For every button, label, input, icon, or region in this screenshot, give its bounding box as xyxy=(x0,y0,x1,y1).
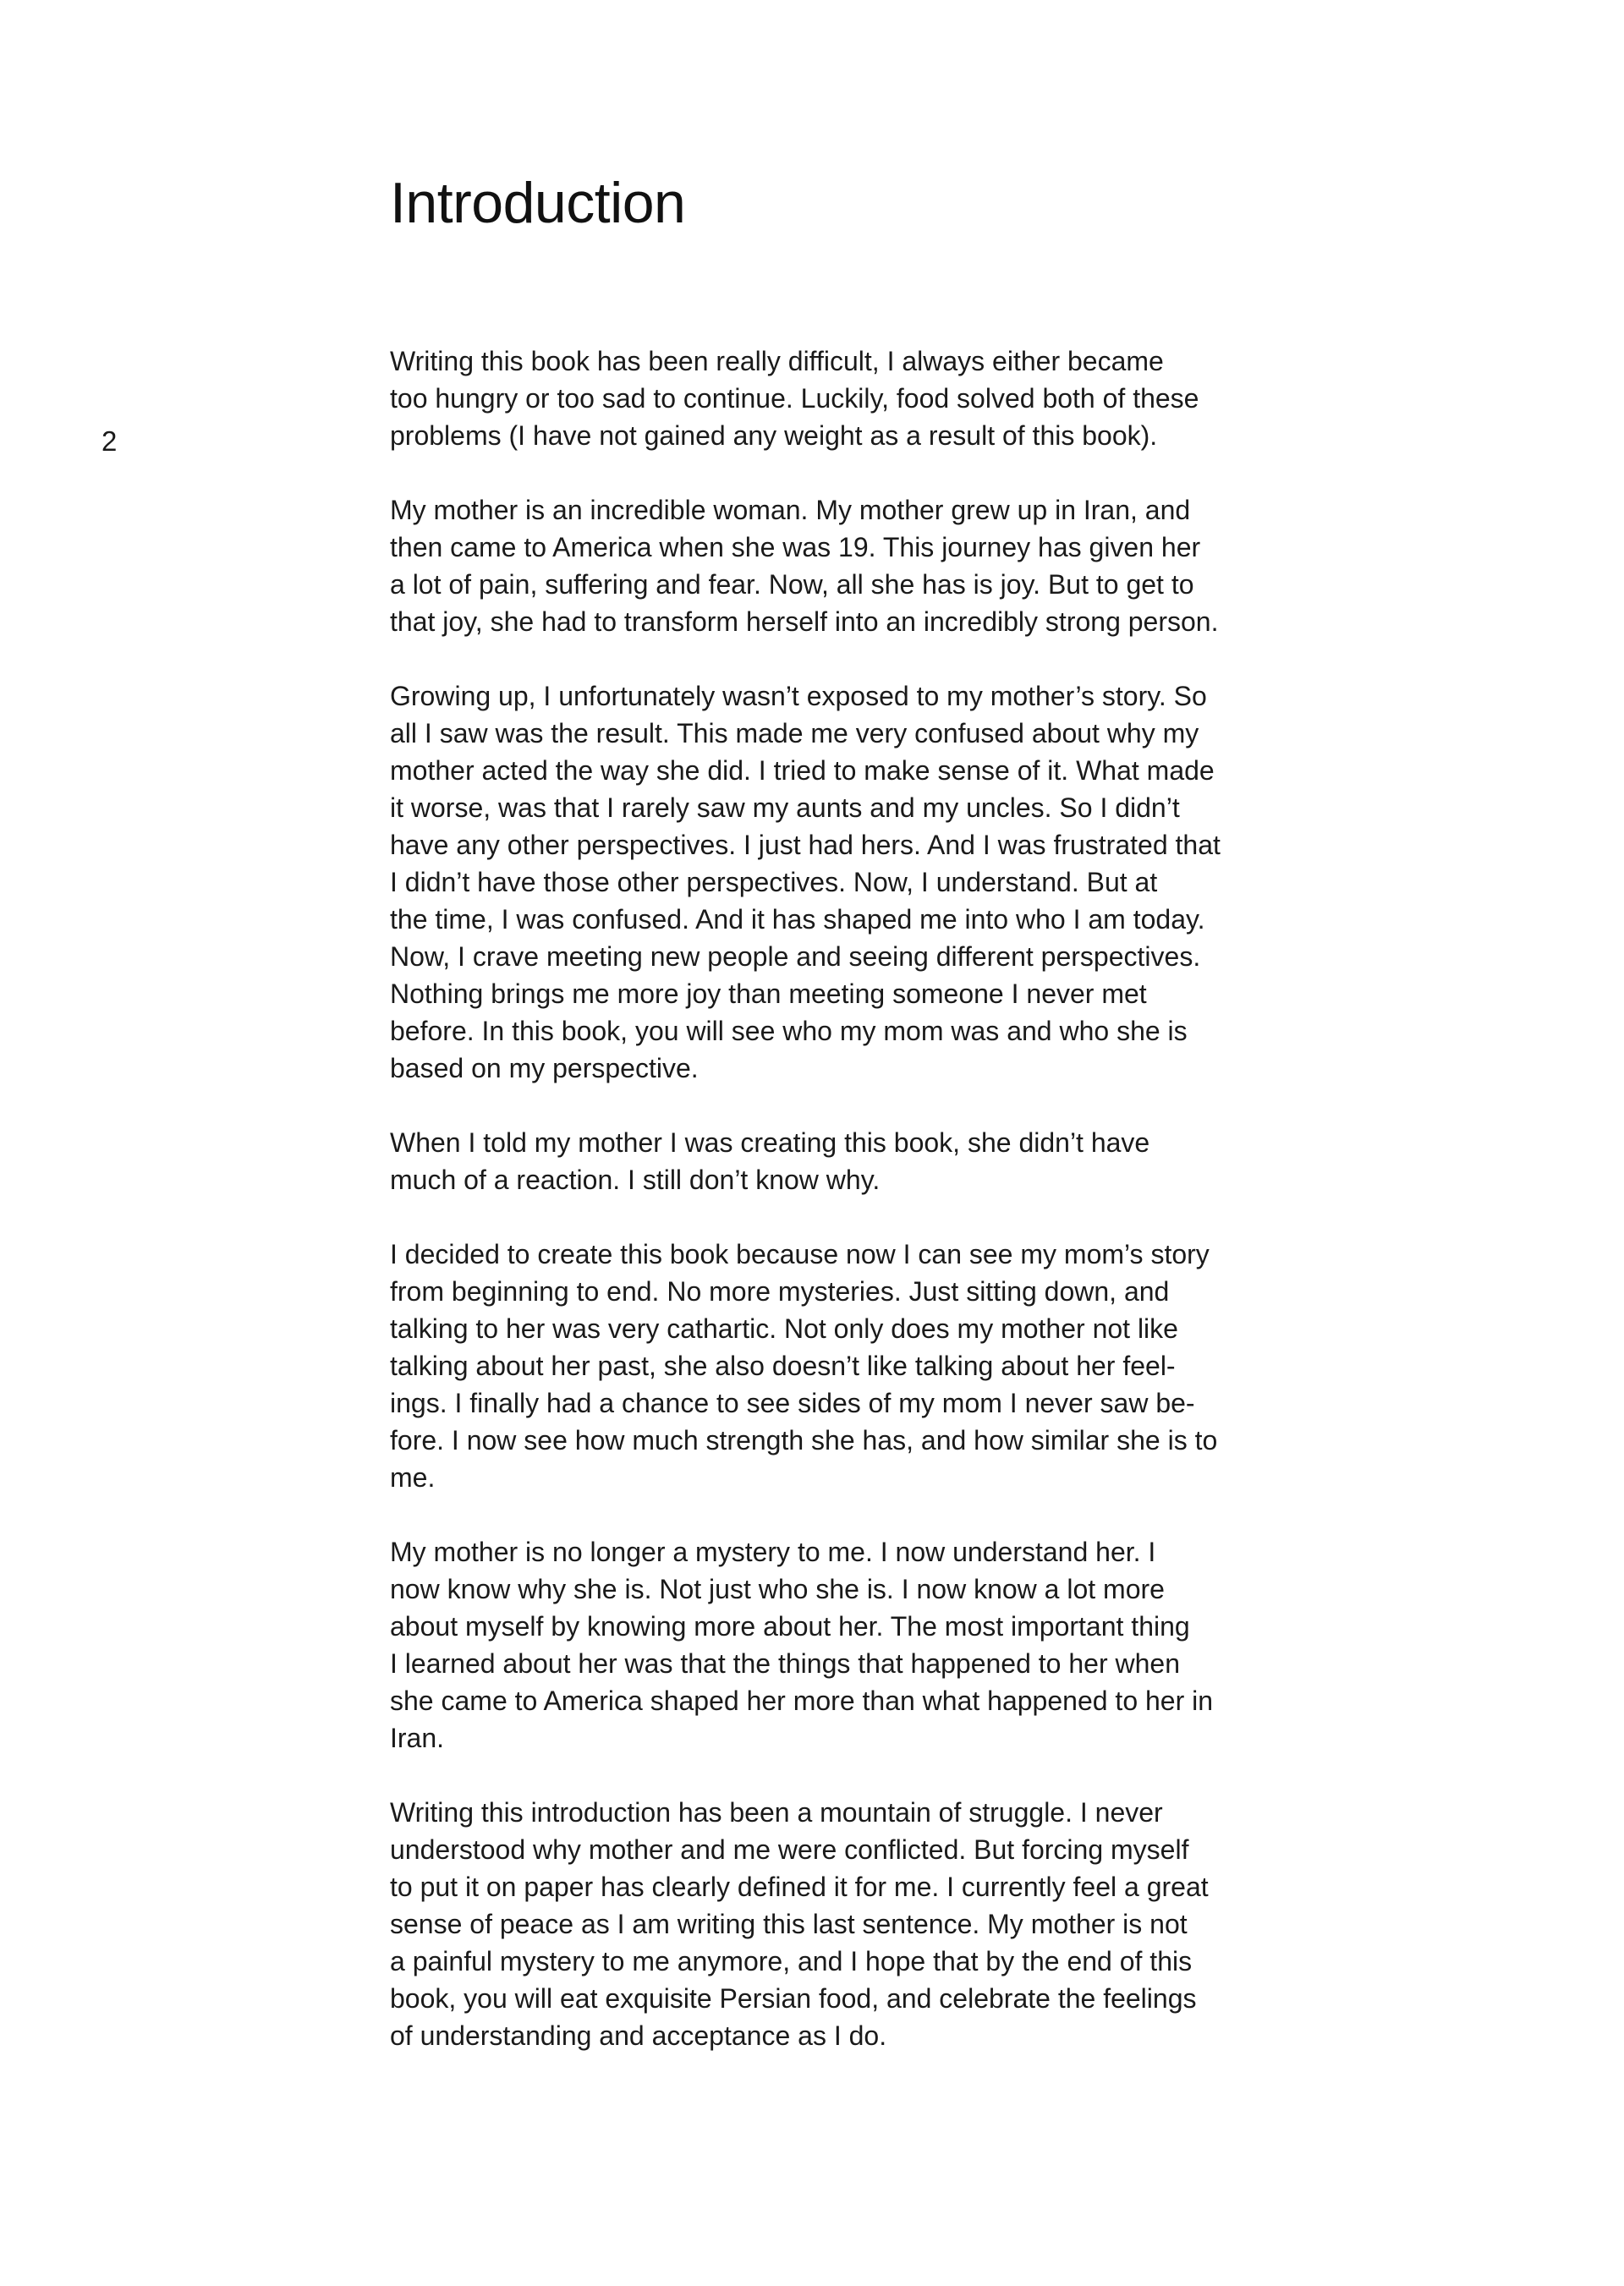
text-line: much of a reaction. I still don’t know why. xyxy=(390,1165,881,1195)
text-line: understood why mother and me were conflicted. But forcing myself xyxy=(390,1834,1189,1865)
text-line: problems (I have not gained any weight as a result of this book). xyxy=(390,420,1158,451)
text-line: about myself by knowing more about her. The most important thing xyxy=(390,1611,1190,1642)
text-line: talking about her past, she also doesn’t like talking about her feel- xyxy=(390,1351,1176,1381)
text-line: the time, I was confused. And it has shaped me into who I am today. xyxy=(390,904,1205,935)
paragraph-6 xyxy=(390,1533,1270,1757)
text-line: My mother is an incredible woman. My mother grew up in Iran, and xyxy=(390,495,1191,525)
text-line: sense of peace as I am writing this last sentence. My mother is not xyxy=(390,1909,1188,1939)
main-content xyxy=(390,165,1270,2091)
text-line: ings. I finally had a chance to see sides of my mom I never saw be- xyxy=(390,1388,1195,1418)
text-line: based on my perspective. xyxy=(390,1053,699,1083)
text-line: of understanding and acceptance as I do. xyxy=(390,2020,887,2051)
text-line: Writing this introduction has been a mountain of struggle. I never xyxy=(390,1797,1163,1828)
paragraph-7 xyxy=(390,1794,1270,2054)
text-line: Iran. xyxy=(390,1723,445,1753)
introduction-body xyxy=(390,343,1270,2054)
text-line: me. xyxy=(390,1462,436,1493)
text-line: too hungry or too sad to continue. Luckily, food solved both of these xyxy=(390,383,1199,414)
page-title: Introduction xyxy=(390,171,686,235)
text-line: then came to America when she was 19. This journey has given her xyxy=(390,532,1201,562)
text-line: Growing up, I unfortunately wasn’t exposed to my mother’s story. So xyxy=(390,681,1207,711)
text-line: I learned about her was that the things that happened to her when xyxy=(390,1648,1180,1679)
text-line: have any other perspectives. I just had hers. And I was frustrated that xyxy=(390,830,1221,860)
paragraph-3 xyxy=(390,677,1270,1087)
paragraph-1 xyxy=(390,343,1270,454)
text-line: Now, I crave meeting new people and seeing different perspectives. xyxy=(390,941,1201,972)
text-line: before. In this book, you will see who my mom was and who she is xyxy=(390,1016,1188,1046)
text-line: book, you will eat exquisite Persian food, and celebrate the feelings xyxy=(390,1983,1197,2014)
text-line: all I saw was the result. This made me very confused about why my xyxy=(390,718,1199,748)
paragraph-2 xyxy=(390,491,1270,640)
paragraph-4 xyxy=(390,1124,1270,1198)
text-line: When I told my mother I was creating this book, she didn’t have xyxy=(390,1127,1150,1158)
text-line: from beginning to end. No more mysteries. Just sitting down, and xyxy=(390,1276,1170,1307)
text-line: it worse, was that I rarely saw my aunts and my uncles. So I didn’t xyxy=(390,792,1180,823)
paragraph-5 xyxy=(390,1236,1270,1496)
text-line: Nothing brings me more joy than meeting someone I never met xyxy=(390,979,1147,1009)
page-number: 2 xyxy=(102,425,118,457)
text-line: Writing this book has been really difficult, I always either became xyxy=(390,346,1164,376)
text-line: now know why she is. Not just who she is. I now know a lot more xyxy=(390,1574,1165,1604)
text-line: mother acted the way she did. I tried to make sense of it. What made xyxy=(390,755,1215,786)
text-line: fore. I now see how much strength she has, and how similar she is to xyxy=(390,1425,1218,1455)
text-line: I decided to create this book because now I can see my mom’s story xyxy=(390,1239,1210,1269)
text-line: I didn’t have those other perspectives. Now, I understand. But at xyxy=(390,867,1158,897)
text-line: a painful mystery to me anymore, and I hope that by the end of this xyxy=(390,1946,1193,1976)
text-line: she came to America shaped her more than what happened to her in xyxy=(390,1686,1214,1716)
text-line: a lot of pain, suffering and fear. Now, all she has is joy. But to get to xyxy=(390,569,1194,600)
text-line: to put it on paper has clearly defined it for me. I currently feel a great xyxy=(390,1872,1209,1902)
text-line: that joy, she had to transform herself into an incredibly strong person. xyxy=(390,606,1219,637)
text-line: My mother is no longer a mystery to me. I now understand her. I xyxy=(390,1537,1156,1567)
text-line: talking to her was very cathartic. Not only does my mother not like xyxy=(390,1313,1178,1344)
